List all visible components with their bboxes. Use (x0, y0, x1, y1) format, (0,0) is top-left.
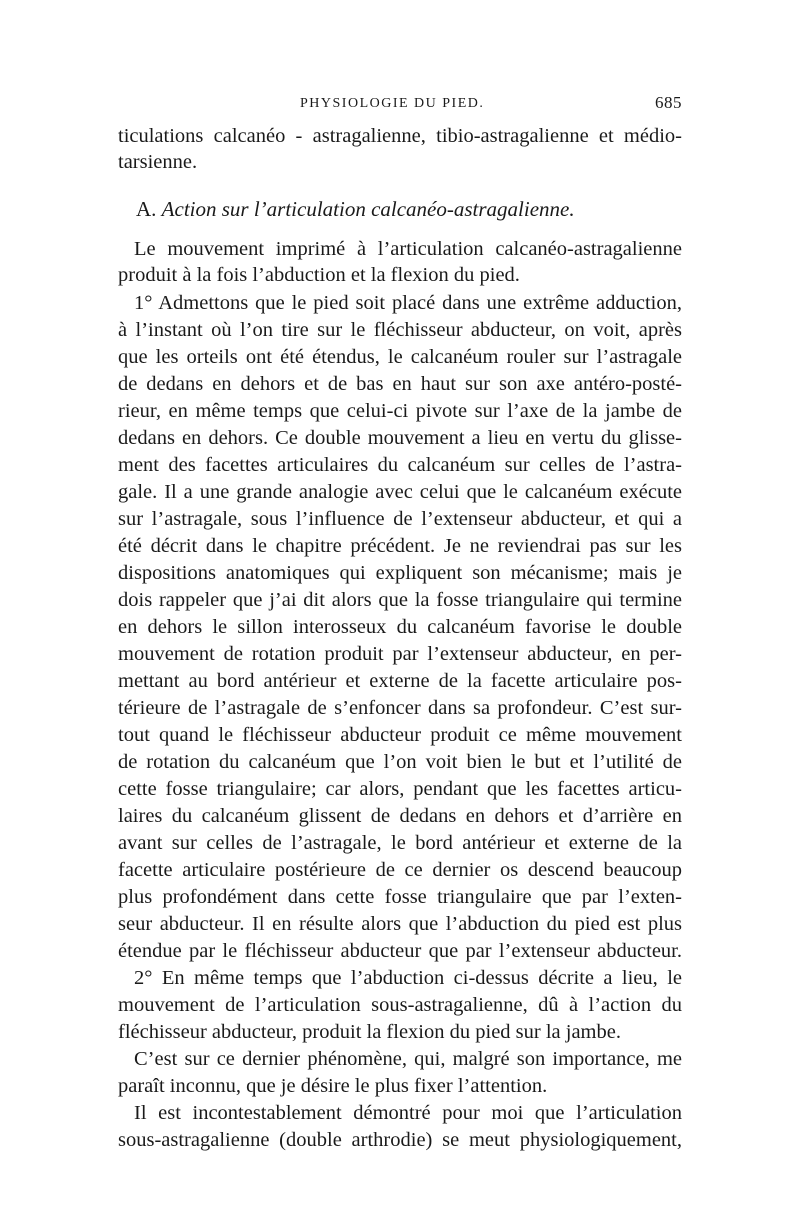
text-line: été décrit dans le chapitre précédent. Je ne reviendrai pas sur les (118, 535, 682, 557)
section-heading-label: A. (136, 197, 157, 221)
text-line: produit à la fois l’abduction et la flexion du pied. (118, 264, 520, 286)
text-line: avant sur celles de l’astragale, le bord antérieur et externe de la (118, 832, 682, 854)
text-line: paraît inconnu, que je désire le plus fixer l’attention. (118, 1075, 548, 1097)
text-line: que les orteils ont été étendus, le calcanéum rouler sur l’astragale (118, 346, 682, 368)
text-line: mettant au bord antérieur et externe de la facette articulaire pos- (118, 670, 682, 692)
text-line: dedans en dehors. Ce double mouvement a lieu en vertu du glisse- (118, 427, 682, 449)
text-line: de dedans en dehors et de bas en haut sur son axe antéro-posté- (118, 373, 682, 395)
text-line: de rotation du calcanéum que l’on voit bien le but et l’utilité de (118, 751, 682, 773)
text-line: laires du calcanéum glissent de dedans en dehors et d’arrière en (118, 805, 682, 827)
text-line: cette fosse triangulaire; car alors, pendant que les facettes articu- (118, 778, 682, 800)
text-line: ment des facettes articulaires du calcanéum sur celles de l’astra- (118, 454, 682, 476)
text-line: Le mouvement imprimé à l’articulation calcanéo-astragalienne (134, 238, 682, 260)
text-line: dois rappeler que j’ai dit alors que la fosse triangulaire qui termine (118, 589, 682, 611)
text-line: ticulations calcanéo - astragalienne, tibio-astragalienne et médio- (118, 125, 682, 147)
text-line: fléchisseur abducteur, produit la flexion du pied sur la jambe. (118, 1021, 621, 1043)
text-line: rieur, en même temps que celui-ci pivote sur l’axe de la jambe de (118, 400, 682, 422)
text-line: dispositions anatomiques qui expliquent son mécanisme; mais je (118, 562, 682, 584)
section-heading-text: Action sur l’articulation calcanéo-astragalienne. (161, 197, 575, 221)
text-line: plus profondément dans cette fosse triangulaire que par l’exten- (118, 886, 682, 908)
text-line: gale. Il a une grande analogie avec celui que le calcanéum exécute (118, 481, 682, 503)
section-heading (136, 196, 575, 222)
text-line: facette articulaire postérieure de ce dernier os descend beaucoup (118, 859, 682, 881)
text-line: étendue par le fléchisseur abducteur que par l’extenseur abducteur. (118, 940, 682, 962)
text-line: seur abducteur. Il en résulte alors que l’abduction du pied est plus (118, 913, 682, 935)
text-line: à l’instant où l’on tire sur le fléchisseur abducteur, on voit, après (118, 319, 682, 341)
text-line: sous-astragalienne (double arthrodie) se meut physiologiquement, (118, 1129, 682, 1151)
page-number: 685 (655, 93, 682, 112)
text-line: 1° Admettons que le pied soit placé dans une extrême adduction, (134, 292, 682, 314)
running-head (118, 93, 682, 120)
text-line: mouvement de rotation produit par l’extenseur abducteur, en per- (118, 643, 682, 665)
text-line: en dehors le sillon interosseux du calcanéum favorise le double (118, 616, 682, 638)
text-line: 2° En même temps que l’abduction ci-dessus décrite a lieu, le (134, 967, 682, 989)
running-head-title: PHYSIOLOGIE DU PIED. (300, 96, 485, 111)
text-line: C’est sur ce dernier phénomène, qui, malgré son importance, me (134, 1048, 682, 1070)
text-line: mouvement de l’articulation sous-astragalienne, dû à l’action du (118, 994, 682, 1016)
text-line: tarsienne. (118, 151, 198, 173)
text-line: Il est incontestablement démontré pour moi que l’articulation (134, 1102, 682, 1124)
text-line: sur l’astragale, sous l’influence de l’extenseur abducteur, et qui a (118, 508, 682, 530)
text-line: térieure de l’astragale de s’enfoncer dans sa profondeur. C’est sur- (118, 697, 682, 719)
text-line: tout quand le fléchisseur abducteur produit ce même mouvement (118, 724, 682, 746)
